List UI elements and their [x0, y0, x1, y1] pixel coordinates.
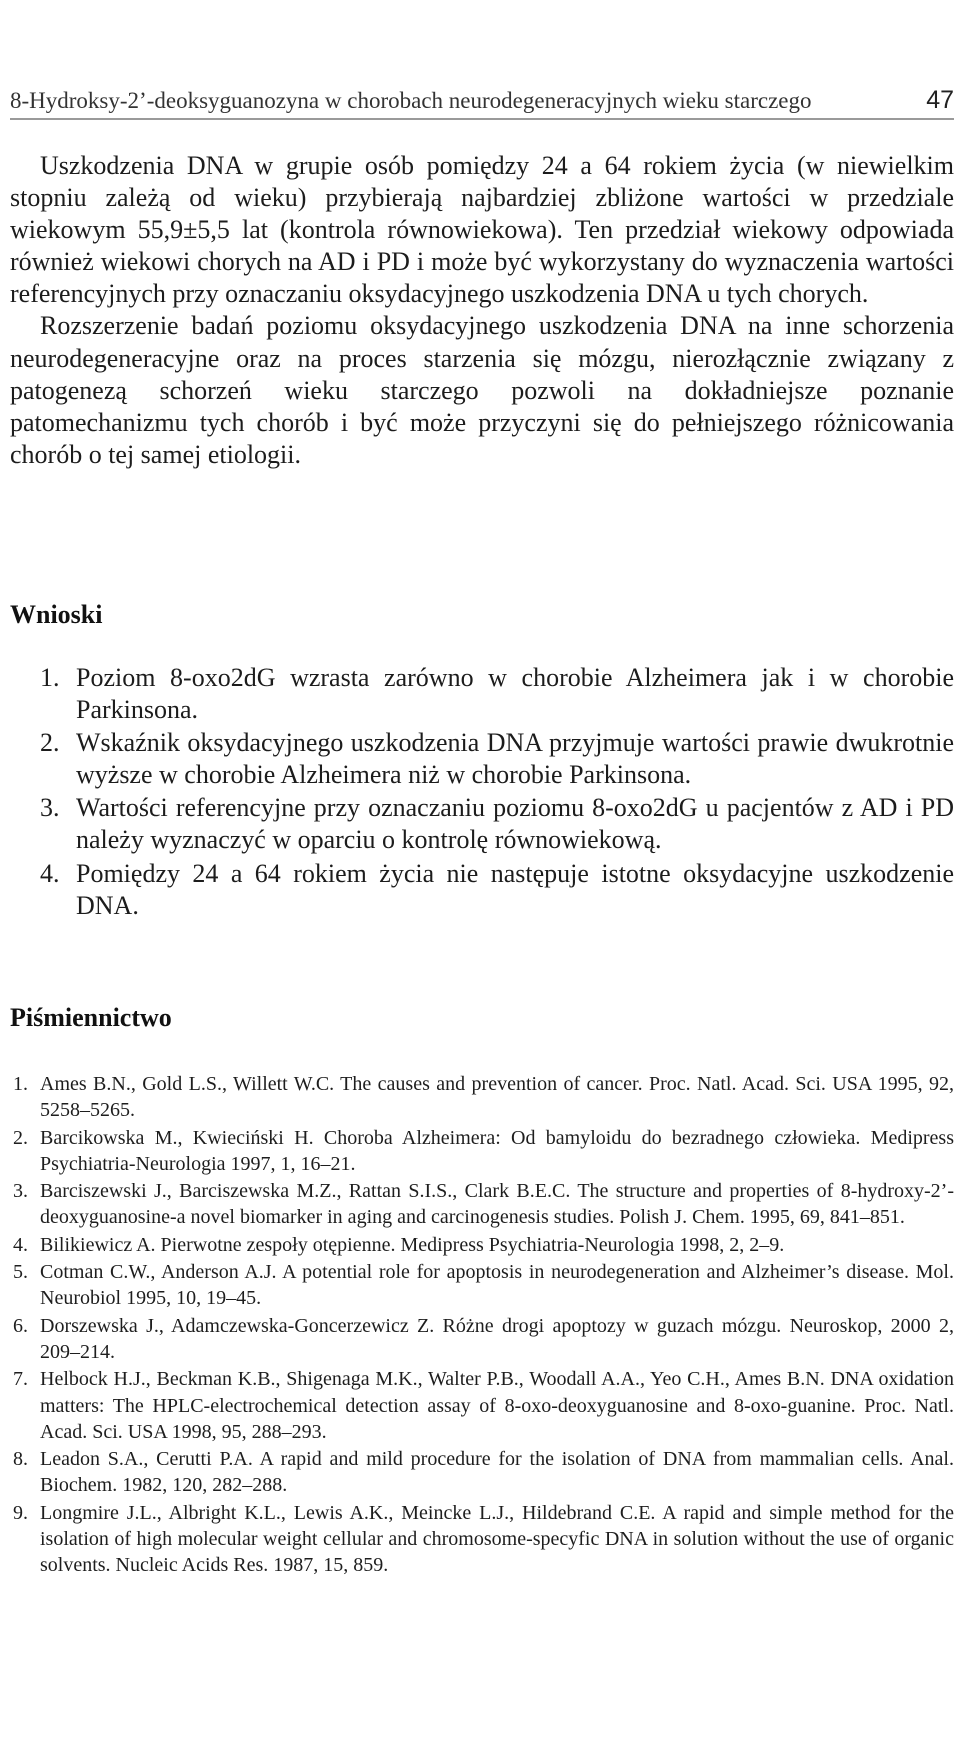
- item-text: Wskaźnik oksydacyjnego uszkodzenia DNA przyjmuje wartości prawie dwukrotnie wyższe w chorobie Alzheimera niż w chorobie Parkinsona.: [76, 728, 954, 790]
- reference-number: 2.: [13, 1126, 28, 1149]
- conclusions-heading: Wnioski: [10, 600, 103, 629]
- reference-item: [10, 1259, 954, 1312]
- item-number: 3.: [40, 793, 60, 823]
- reference-number: 9.: [13, 1501, 28, 1524]
- item-text: Pomiędzy 24 a 64 rokiem życia nie następuje istotne oksydacyjne uszkodzenie DNA.: [76, 858, 954, 920]
- reference-number: 5.: [13, 1261, 28, 1284]
- reference-item: [10, 1232, 954, 1258]
- item-number: 4.: [40, 858, 60, 888]
- list-item: [10, 662, 954, 726]
- item-number: 2.: [40, 728, 60, 758]
- reference-text: Ames B.N., Gold L.S., Willett W.C. The causes and prevention of cancer. Proc. Natl. Acad. Sci. USA 1995, 92, 5258–5265.: [40, 1073, 954, 1122]
- reference-item: [10, 1313, 954, 1366]
- header-rule: [10, 118, 954, 120]
- reference-text: Barciszewski J., Barciszewska M.Z., Rattan S.I.S., Clark B.E.C. The structure and properties of 8-hydroxy-2’-deoxyguanosine-a novel biomarker in aging and carcinogenesis studies. Polish J. Chem. 1995, 69, 841–851.: [40, 1180, 954, 1229]
- references-list: [10, 1071, 954, 1580]
- running-title: 8-Hydroksy-2’-deoksyguanozyna w chorobach neurodegeneracyjnych wieku starczego: [10, 88, 812, 113]
- body-text: [10, 150, 954, 471]
- list-item: [10, 727, 954, 791]
- reference-item: [10, 1178, 954, 1231]
- reference-text: Barcikowska M., Kwieciński H. Choroba Alzheimera: Od bamyloidu do bezradnego człowieka. Medipress Psychiatria-Neurologia 1997, 1, 16–21.: [40, 1126, 954, 1175]
- reference-number: 1.: [13, 1073, 28, 1095]
- reference-item: [10, 1125, 954, 1178]
- paragraph: Uszkodzenia DNA w grupie osób pomiędzy 24 a 64 rokiem życia (w niewielkim stopniu zależą od wieku) przybierają najbardziej zbliżone wartości w przedziale wiekowym 55,9±5,5 lat (kontrola równowiekowa). Ten przedział wiekowy odpowiada również wiekowi chorych na AD i PD i może być wykorzystany do wyznaczenia wartości referencyjnych przy oznaczaniu oksydacyjnego uszkodzenia DNA u tych chorych.: [10, 151, 954, 309]
- reference-item: [10, 1071, 954, 1124]
- conclusions-list: [10, 662, 954, 923]
- reference-item: [10, 1366, 954, 1445]
- reference-text: Helbock H.J., Beckman K.B., Shigenaga M.K., Walter P.B., Woodall A.A., Yeo C.H., Ames B.N. DNA oxidation matters: The HPLC-electrochemical detection assay of 8-oxo-deoxyguanosine and 8-oxo-guanine. Proc. Natl. Acad. Sci. USA 1998, 95, 288–293.: [40, 1368, 954, 1443]
- list-item: [10, 792, 954, 856]
- reference-number: 3.: [13, 1180, 28, 1203]
- reference-item: [10, 1446, 954, 1499]
- item-text: Wartości referencyjne przy oznaczaniu poziomu 8-oxo2dG u pacjentów z AD i PD należy wyznaczyć w oparciu o kontrolę równowiekową.: [76, 793, 954, 855]
- page-number: 47: [926, 86, 954, 114]
- reference-text: Dorszewska J., Adamczewska-Goncerzewicz Z. Różne drogi apoptozy w guzach mózgu. Neuroskop, 2000 2, 209–214.: [40, 1314, 954, 1363]
- reference-number: 8.: [13, 1448, 28, 1471]
- running-header: [10, 86, 954, 115]
- reference-text: Leadon S.A., Cerutti P.A. A rapid and mild procedure for the isolation of DNA from mammalian cells. Anal. Biochem. 1982, 120, 282–288.: [40, 1448, 954, 1497]
- reference-text: Bilikiewicz A. Pierwotne zespoły otępienne. Medipress Psychiatria-Neurologia 1998, 2, 2–9.: [40, 1233, 785, 1256]
- reference-number: 7.: [13, 1368, 28, 1391]
- references-heading: Piśmiennictwo: [10, 1003, 172, 1032]
- reference-item: [10, 1500, 954, 1579]
- reference-number: 4.: [13, 1233, 28, 1256]
- reference-text: Longmire J.L., Albright K.L., Lewis A.K., Meincke L.J., Hildebrand C.E. A rapid and simple method for the isolation of high molecular weight cellular and chromosome-specyfic DNA in solution without the use of organic solvents. Nucleic Acids Res. 1987, 15, 859.: [40, 1501, 954, 1577]
- item-number: 1.: [40, 663, 60, 692]
- reference-number: 6.: [13, 1314, 28, 1337]
- list-item: [10, 858, 954, 922]
- paragraph: Rozszerzenie badań poziomu oksydacyjnego uszkodzenia DNA na inne schorzenia neurodegeneracyjne oraz na proces starzenia się mózgu, nierozłącznie związany z patogenezą schorzeń wieku starczego pozwoli na dokładniejsze poznanie patomechanizmu tych chorób i być może przyczyni się do pełniejszego różnicowania chorób o tej samej etiologii.: [10, 311, 954, 469]
- reference-text: Cotman C.W., Anderson A.J. A potential role for apoptosis in neurodegeneration and Alzheimer’s disease. Mol. Neurobiol 1995, 10, 19–45.: [40, 1261, 954, 1310]
- item-text: Poziom 8-oxo2dG wzrasta zarówno w chorobie Alzheimera jak i w chorobie Parkinsona.: [76, 663, 954, 725]
